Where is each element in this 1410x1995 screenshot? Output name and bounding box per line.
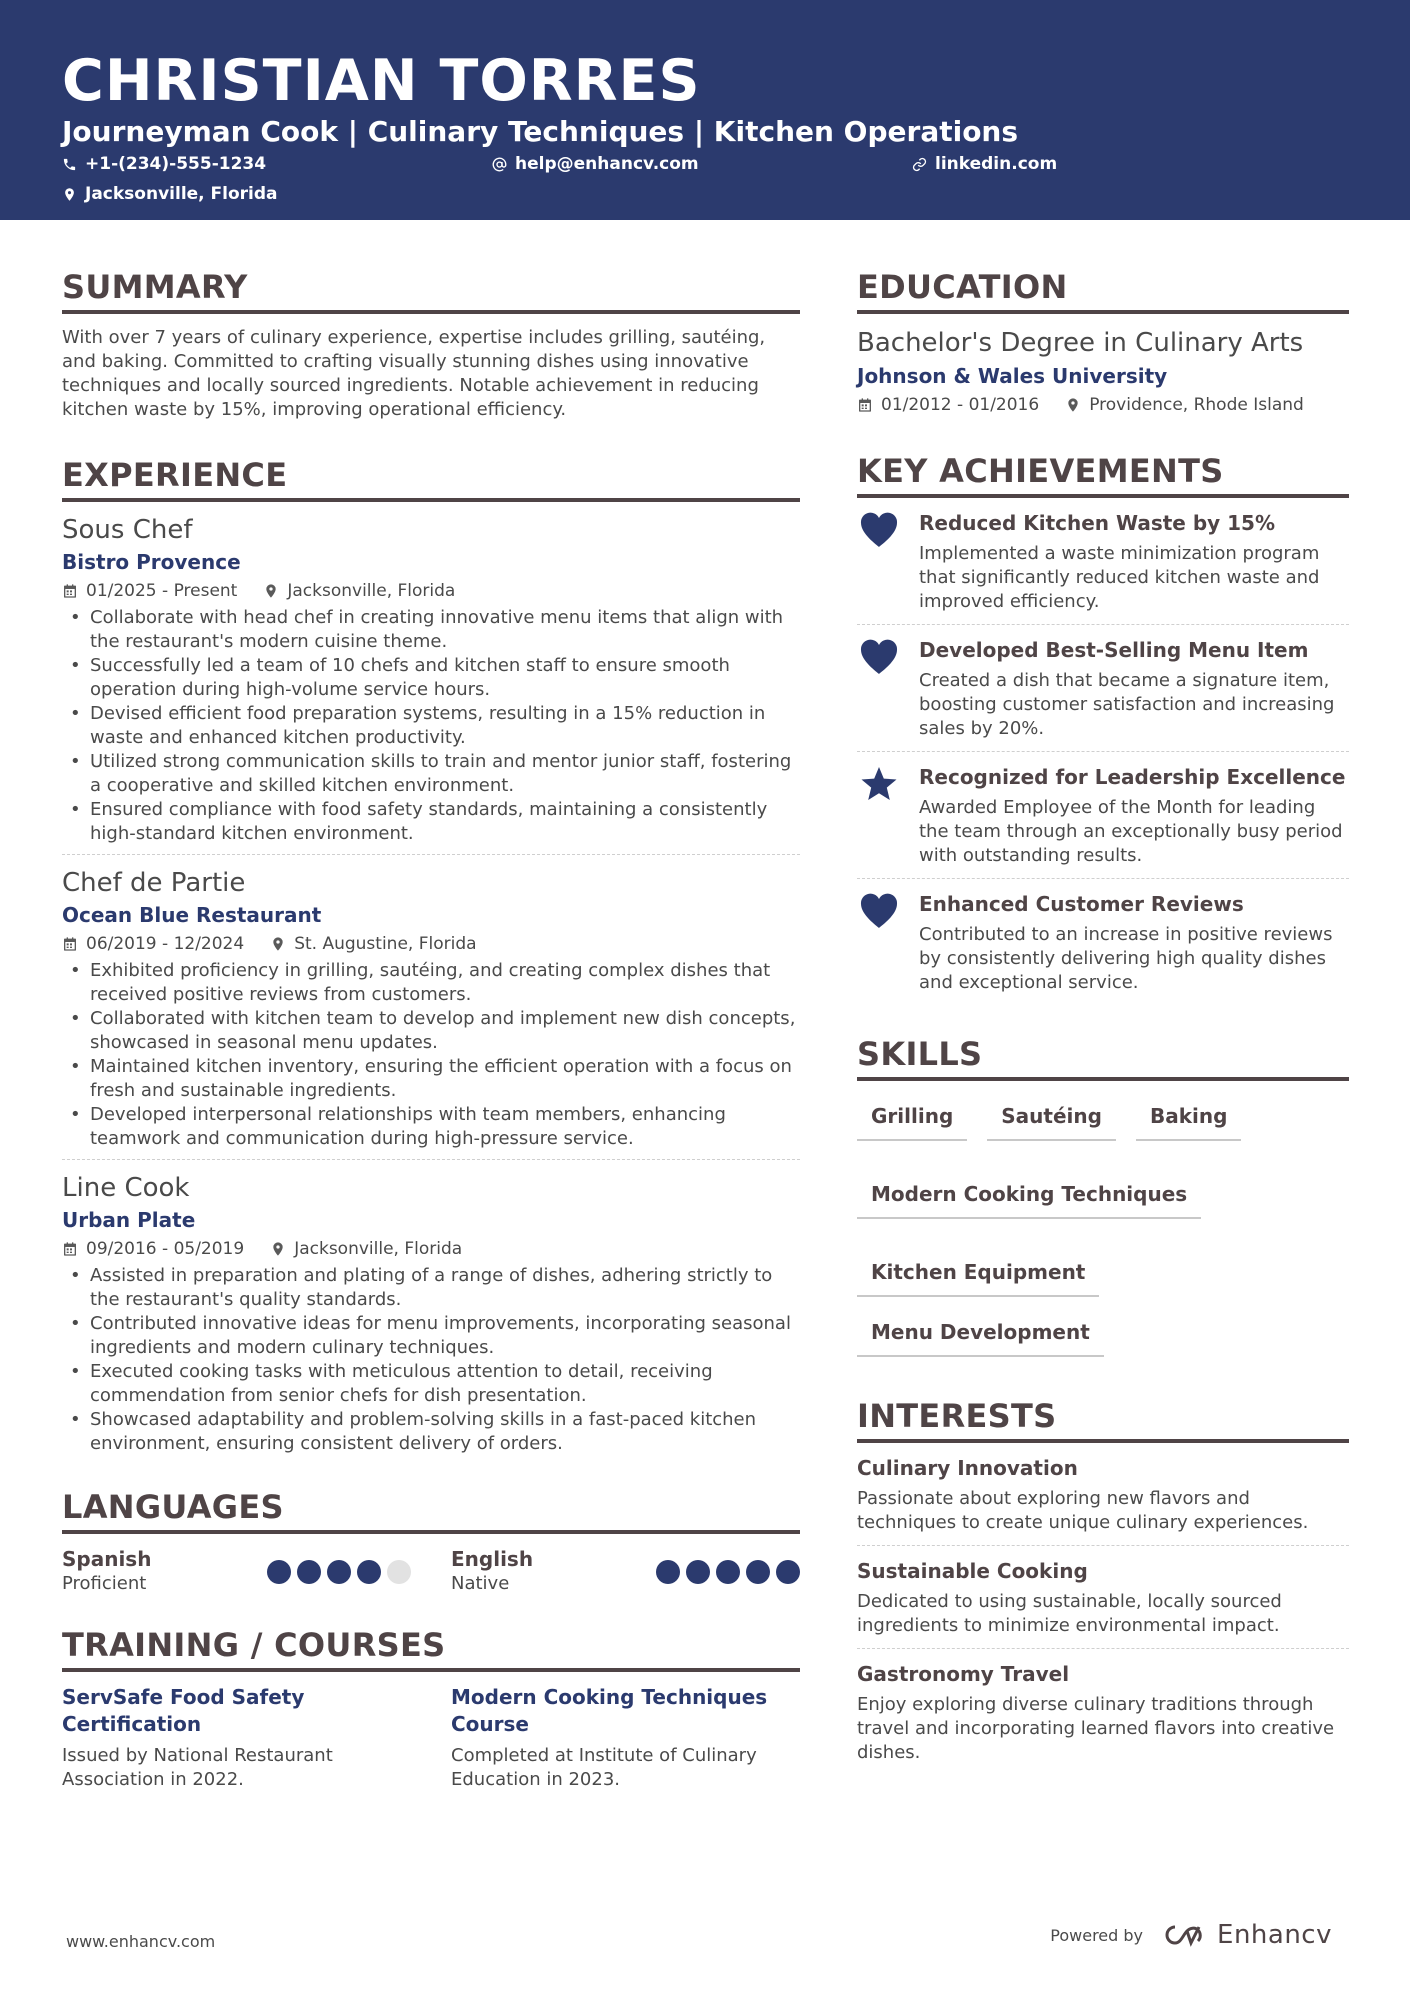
job-location bbox=[263, 578, 455, 604]
email-contact[interactable] bbox=[492, 154, 699, 174]
contact-row-2 bbox=[62, 184, 1348, 210]
languages-section bbox=[62, 1488, 800, 1596]
job-list bbox=[62, 514, 800, 1464]
job-entry bbox=[62, 1172, 800, 1464]
training-desc: Issued by National Restaurant Association in 2022. bbox=[62, 1745, 333, 1790]
education-heading: EDUCATION bbox=[857, 268, 1349, 314]
achievement-desc: Implemented a waste minimization program that significantly reduced kitchen waste and improved efficiency. bbox=[919, 543, 1320, 612]
experience-section bbox=[62, 456, 800, 1464]
interest-title: Culinary Innovation bbox=[857, 1456, 1078, 1480]
location-pin-icon bbox=[62, 187, 77, 202]
training-title: ServSafe Food Safety Certification bbox=[62, 1685, 305, 1736]
achievement-content bbox=[919, 637, 1349, 741]
job-location bbox=[270, 931, 476, 957]
rating-dot bbox=[357, 1560, 381, 1584]
heart-icon bbox=[859, 639, 899, 675]
resume-header bbox=[0, 0, 1410, 220]
education-school: Johnson & Wales University bbox=[857, 364, 1168, 388]
interest-entry bbox=[857, 1649, 1349, 1775]
location-contact bbox=[62, 184, 278, 204]
right-column bbox=[857, 268, 1349, 1809]
job-bullet: • Executed cooking tasks with meticulous attention to detail, receiving commendation from senior chefs for dish presentation. bbox=[62, 1360, 800, 1408]
rating-dot bbox=[746, 1560, 770, 1584]
interest-list bbox=[857, 1443, 1349, 1775]
language-info bbox=[62, 1546, 151, 1596]
summary-text: With over 7 years of culinary experience, expertise includes grilling, sautéing, and baking. Committed to crafting visually stunning dishes using innovative techniques and locally sourced ingredients. Notable achievement in reducing kitchen waste by 15%, improving operational efficiency. bbox=[62, 327, 766, 420]
training-title: Modern Cooking Techniques Course bbox=[451, 1685, 768, 1736]
achievement-entry bbox=[857, 879, 1349, 1005]
training-list bbox=[62, 1684, 800, 1792]
interest-desc: Passionate about exploring new flavors and techniques to create unique culinary experiences. bbox=[857, 1488, 1309, 1533]
training-entry bbox=[62, 1684, 411, 1792]
footer-website[interactable]: www.enhancv.com bbox=[66, 1932, 216, 1951]
interest-entry bbox=[857, 1443, 1349, 1546]
job-bullets bbox=[62, 1264, 800, 1456]
achievement-content bbox=[919, 764, 1349, 868]
job-bullet: • Ensured compliance with food safety standards, maintaining a consistently high-standard kitchen environment. bbox=[62, 798, 800, 846]
language-rating bbox=[656, 1560, 800, 1584]
job-dates bbox=[62, 1236, 244, 1262]
interest-desc: Enjoy exploring diverse culinary traditions through travel and incorporating learned flavors into creative dishes. bbox=[857, 1694, 1335, 1763]
interests-heading: INTERESTS bbox=[857, 1397, 1349, 1443]
location-pin-icon bbox=[270, 936, 286, 952]
job-dates-text: 06/2019 - 12/2024 bbox=[86, 934, 245, 954]
email-text: help@enhancv.com bbox=[515, 154, 699, 174]
job-bullet: • Utilized strong communication skills to train and mentor junior staff, fostering a cooperative and skilled kitchen environment. bbox=[62, 750, 800, 798]
job-bullets bbox=[62, 959, 800, 1151]
linkedin-contact[interactable] bbox=[912, 154, 1057, 174]
education-meta bbox=[857, 392, 1349, 418]
job-dates-text: 01/2025 - Present bbox=[86, 581, 238, 601]
achievement-desc: Contributed to an increase in positive reviews by consistently delivering high quality dishes and exceptional service. bbox=[919, 924, 1333, 993]
job-location-text: Jacksonville, Florida bbox=[294, 1239, 463, 1259]
achievement-content bbox=[919, 891, 1349, 995]
job-bullet: • Contributed innovative ideas for menu improvements, incorporating seasonal ingredients and modern culinary techniques. bbox=[62, 1312, 800, 1360]
candidate-tagline: Journeyman Cook | Culinary Techniques | Kitchen Operations bbox=[62, 115, 1019, 148]
phone-contact[interactable] bbox=[62, 154, 266, 174]
skill-tag: Menu Development bbox=[857, 1315, 1104, 1357]
job-meta bbox=[62, 578, 800, 604]
job-bullet: • Collaborate with head chef in creating innovative menu items that align with the restaurant's modern cuisine theme. bbox=[62, 606, 800, 654]
rating-dot bbox=[686, 1560, 710, 1584]
language-name: English bbox=[451, 1547, 534, 1571]
job-bullet: • Maintained kitchen inventory, ensuring the efficient operation with a focus on fresh and sustainable ingredients. bbox=[62, 1055, 800, 1103]
skills-section bbox=[857, 1035, 1349, 1357]
achievements-section bbox=[857, 452, 1349, 1005]
rating-dot bbox=[656, 1560, 680, 1584]
education-dates-text: 01/2012 - 01/2016 bbox=[881, 395, 1040, 415]
training-desc: Completed at Institute of Culinary Education in 2023. bbox=[451, 1745, 757, 1790]
at-icon bbox=[492, 157, 507, 172]
job-entry bbox=[62, 514, 800, 855]
achievement-desc: Awarded Employee of the Month for leading the team through an exceptionally busy period with outstanding results. bbox=[919, 797, 1343, 866]
skills-heading: SKILLS bbox=[857, 1035, 1349, 1081]
job-dates bbox=[62, 931, 244, 957]
job-bullet: • Successfully led a team of 10 chefs and kitchen staff to ensure smooth operation during high-volume service hours. bbox=[62, 654, 800, 702]
location-pin-icon bbox=[263, 583, 279, 599]
calendar-icon bbox=[62, 1241, 78, 1257]
interest-title: Sustainable Cooking bbox=[857, 1559, 1088, 1583]
achievement-title: Enhanced Customer Reviews bbox=[919, 892, 1244, 916]
achievement-entry bbox=[857, 625, 1349, 752]
job-company: Urban Plate bbox=[62, 1208, 196, 1232]
achievement-title: Developed Best-Selling Menu Item bbox=[919, 638, 1309, 662]
job-company: Ocean Blue Restaurant bbox=[62, 903, 322, 927]
skill-tag: Baking bbox=[1136, 1099, 1241, 1141]
rating-dot bbox=[387, 1560, 411, 1584]
achievement-entry bbox=[857, 498, 1349, 625]
job-bullet: • Exhibited proficiency in grilling, sautéing, and creating complex dishes that received positive reviews from customers. bbox=[62, 959, 800, 1007]
skill-tag: Modern Cooking Techniques bbox=[857, 1177, 1201, 1219]
skill-tag: Sautéing bbox=[987, 1099, 1116, 1141]
star-icon bbox=[859, 766, 899, 802]
job-meta bbox=[62, 931, 800, 957]
linkedin-text: linkedin.com bbox=[935, 154, 1058, 174]
education-location-text: Providence, Rhode Island bbox=[1089, 395, 1304, 415]
heart-icon bbox=[859, 512, 899, 548]
phone-icon bbox=[62, 157, 77, 172]
language-name: Spanish bbox=[62, 1547, 152, 1571]
achievement-icon bbox=[857, 891, 901, 995]
rating-dot bbox=[327, 1560, 351, 1584]
achievement-icon bbox=[857, 764, 901, 868]
interest-title: Gastronomy Travel bbox=[857, 1662, 1070, 1686]
skill-list bbox=[857, 1099, 1349, 1357]
candidate-name: CHRISTIAN TORRES bbox=[62, 48, 701, 114]
training-entry bbox=[451, 1684, 800, 1792]
location-text: Jacksonville, Florida bbox=[85, 184, 278, 204]
job-location bbox=[270, 1236, 462, 1262]
job-title: Sous Chef bbox=[62, 515, 193, 545]
calendar-icon bbox=[62, 936, 78, 952]
language-list bbox=[62, 1546, 800, 1596]
achievement-content bbox=[919, 510, 1349, 614]
education-dates bbox=[857, 392, 1039, 418]
rating-dot bbox=[716, 1560, 740, 1584]
job-bullet: • Devised efficient food preparation systems, resulting in a 15% reduction in waste and enhanced kitchen productivity. bbox=[62, 702, 800, 750]
language-entry bbox=[451, 1546, 800, 1596]
achievement-icon bbox=[857, 637, 901, 741]
education-degree: Bachelor's Degree in Culinary Arts bbox=[857, 328, 1304, 358]
job-meta bbox=[62, 1236, 800, 1262]
heart-icon bbox=[859, 893, 899, 929]
footer-branding bbox=[1050, 1920, 1332, 1950]
language-level: Native bbox=[451, 1573, 510, 1594]
interest-desc: Dedicated to using sustainable, locally sourced ingredients to minimize environmental impact. bbox=[857, 1591, 1282, 1636]
brand-logo[interactable] bbox=[1161, 1920, 1332, 1950]
rating-dot bbox=[267, 1560, 291, 1584]
job-bullet: • Developed interpersonal relationships with team members, enhancing teamwork and communication during high-pressure service. bbox=[62, 1103, 800, 1151]
language-rating bbox=[267, 1560, 411, 1584]
interest-entry bbox=[857, 1546, 1349, 1649]
achievement-entry bbox=[857, 752, 1349, 879]
job-company: Bistro Provence bbox=[62, 550, 241, 574]
phone-text: +1-(234)-555-1234 bbox=[85, 154, 267, 174]
left-column bbox=[62, 268, 800, 1826]
language-entry bbox=[62, 1546, 411, 1596]
brand-name: Enhancv bbox=[1217, 1920, 1332, 1950]
languages-heading: LANGUAGES bbox=[62, 1488, 800, 1534]
powered-by-text: Powered by bbox=[1050, 1925, 1144, 1945]
achievement-list bbox=[857, 498, 1349, 1005]
location-pin-icon bbox=[270, 1241, 286, 1257]
interests-section bbox=[857, 1397, 1349, 1775]
achievement-title: Reduced Kitchen Waste by 15% bbox=[919, 511, 1276, 535]
rating-dot bbox=[776, 1560, 800, 1584]
language-level: Proficient bbox=[62, 1573, 147, 1594]
link-icon bbox=[912, 157, 927, 172]
job-bullet: • Assisted in preparation and plating of a range of dishes, adhering strictly to the restaurant's quality standards. bbox=[62, 1264, 800, 1312]
location-pin-icon bbox=[1065, 397, 1081, 413]
calendar-icon bbox=[62, 583, 78, 599]
job-location-text: Jacksonville, Florida bbox=[287, 581, 456, 601]
contact-row-1 bbox=[62, 154, 1348, 180]
job-dates bbox=[62, 578, 237, 604]
language-info bbox=[451, 1546, 533, 1596]
training-heading: TRAINING / COURSES bbox=[62, 1626, 800, 1672]
enhancv-logo-icon bbox=[1161, 1921, 1209, 1949]
job-location-text: St. Augustine, Florida bbox=[294, 934, 477, 954]
summary-section bbox=[62, 268, 800, 422]
job-dates-text: 09/2016 - 05/2019 bbox=[86, 1239, 245, 1259]
achievement-icon bbox=[857, 510, 901, 614]
skill-tag: Kitchen Equipment bbox=[857, 1255, 1099, 1297]
job-bullets bbox=[62, 606, 800, 846]
experience-heading: EXPERIENCE bbox=[62, 456, 800, 502]
job-entry bbox=[62, 867, 800, 1160]
achievement-title: Recognized for Leadership Excellence bbox=[919, 765, 1346, 789]
calendar-icon bbox=[857, 397, 873, 413]
achievement-desc: Created a dish that became a signature item, boosting customer satisfaction and increasing sales by 20%. bbox=[919, 670, 1335, 739]
training-section bbox=[62, 1626, 800, 1792]
skill-tag: Grilling bbox=[857, 1099, 967, 1141]
rating-dot bbox=[297, 1560, 321, 1584]
summary-heading: SUMMARY bbox=[62, 268, 800, 314]
education-section bbox=[857, 268, 1349, 418]
achievements-heading: KEY ACHIEVEMENTS bbox=[857, 452, 1349, 498]
job-title: Chef de Partie bbox=[62, 868, 246, 898]
job-bullet: • Collaborated with kitchen team to develop and implement new dish concepts, showcased in seasonal menu updates. bbox=[62, 1007, 800, 1055]
education-location bbox=[1065, 392, 1304, 418]
job-title: Line Cook bbox=[62, 1173, 190, 1203]
job-bullet: • Showcased adaptability and problem-solving skills in a fast-paced kitchen environment, ensuring consistent delivery of orders. bbox=[62, 1408, 800, 1456]
